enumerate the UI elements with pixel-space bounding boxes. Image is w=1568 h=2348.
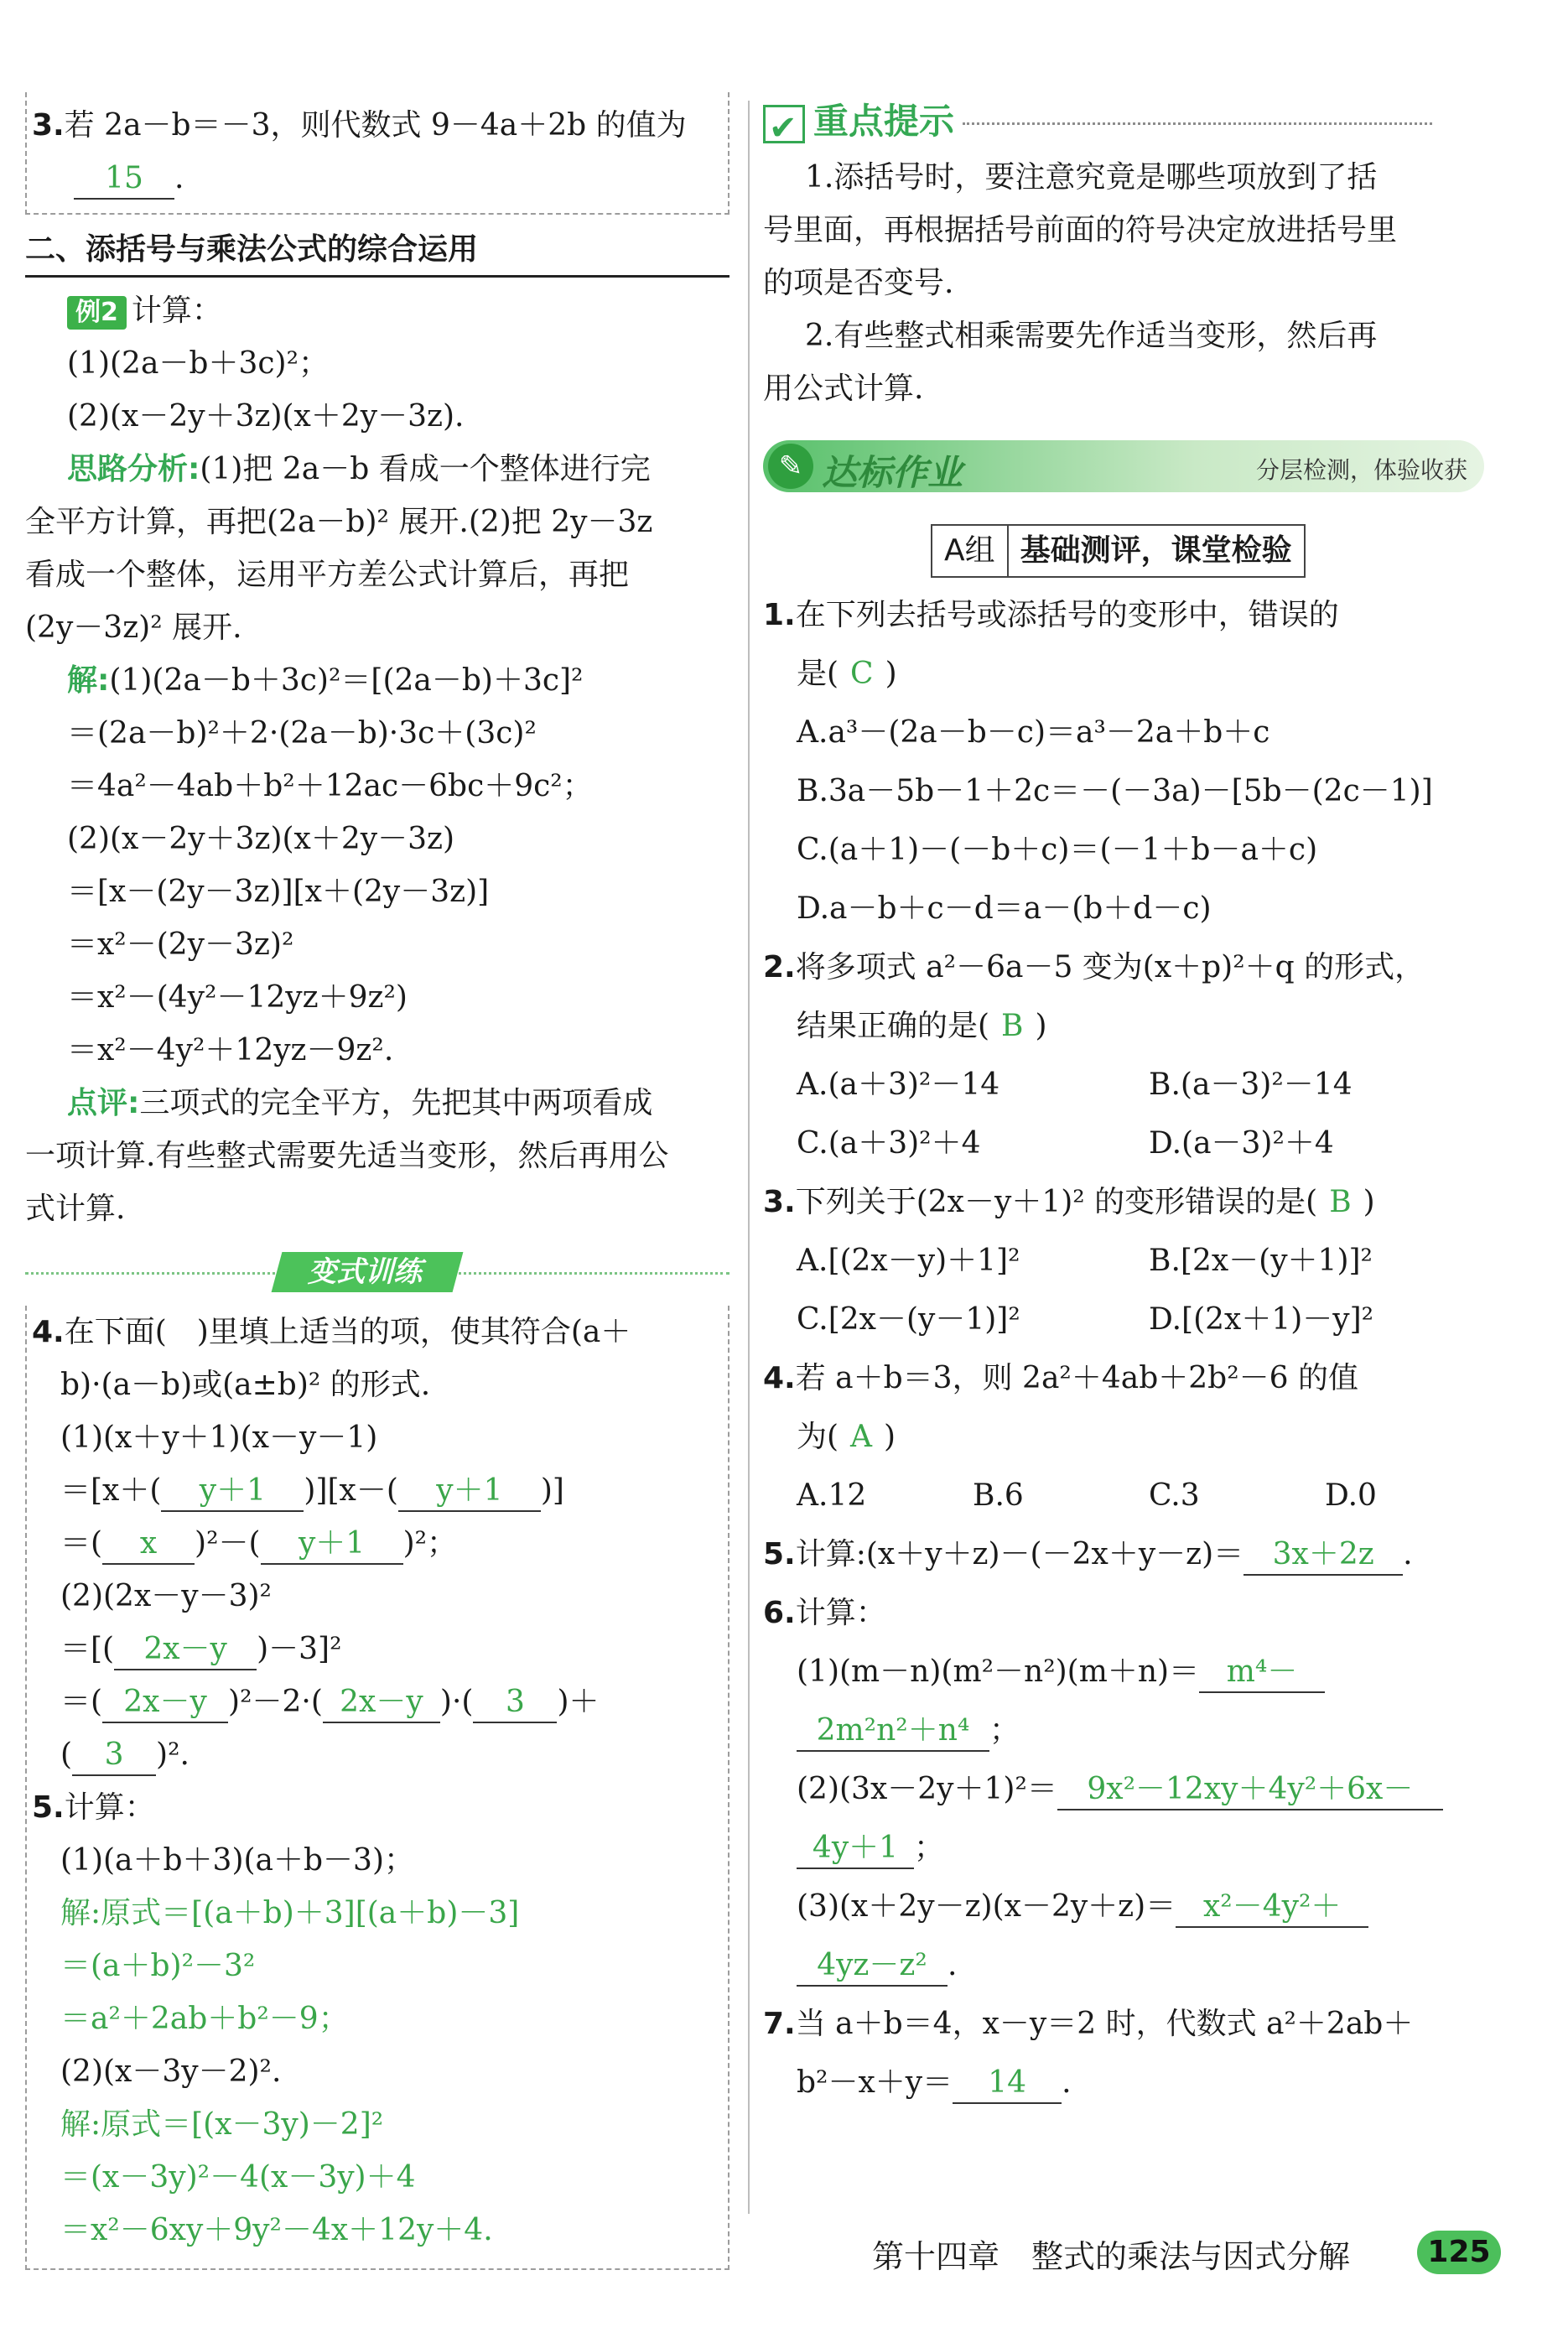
tip-line-1: 1.添括号时，要注意究竟是哪些项放到了括 — [805, 160, 1378, 195]
rq1-answer: C — [850, 657, 874, 691]
rq6-answer-3a: x²－4y²＋ — [1176, 1888, 1368, 1928]
q4-l1-c: )] — [540, 1473, 564, 1508]
solution-line-1 — [25, 654, 729, 707]
q5-s2-3: ＝x²－6xy＋9y²－4x＋12y＋4. — [60, 2213, 493, 2247]
variant-box — [25, 1306, 729, 2270]
rq2-line-1 — [763, 938, 1501, 997]
rq6-p1 — [763, 1643, 1501, 1701]
example-header — [25, 284, 729, 337]
rq7-text-1: 当 a＋b＝4，x－y＝2 时，代数式 a²＋2ab＋ — [795, 2007, 1414, 2041]
rq4-line-1 — [763, 1349, 1501, 1408]
group-label: A组 — [932, 526, 1009, 576]
rq6-answer-1b: 2m²n²＋n⁴ — [797, 1712, 989, 1752]
rq6-answer-3b: 4yz－z² — [797, 1946, 948, 1987]
rq5-text: 计算:(x＋y＋z)－(－2x＋y－z)＝ — [795, 1537, 1244, 1571]
tip-line-3: 的项是否变号. — [763, 266, 954, 300]
rq4-text-2a: 为( — [797, 1420, 839, 1454]
rq6-p3-text: (3)(x＋2y－z)(x－2y＋z)＝ — [797, 1889, 1176, 1924]
rq3-text-1a: 下列关于(2x－y＋1)² 的变形错误的是( — [795, 1185, 1318, 1219]
homework-subtitle: 分层检测，体验收获 — [1255, 456, 1467, 484]
rq2-opt-c: C.(a＋3)²＋4 — [797, 1126, 981, 1161]
rq5-number: 5. — [763, 1537, 796, 1571]
tip-line-2: 号里面，再根据括号前面的符号决定放进括号里 — [763, 213, 1398, 247]
rq6-number: 6. — [763, 1596, 796, 1630]
rq6-p2-text: (2)(3x－2y＋1)²＝ — [797, 1772, 1057, 1806]
q4-l5-b: )². — [156, 1738, 190, 1772]
q4-l1-a: ＝[x＋( — [60, 1473, 162, 1508]
rq6-p1-cont — [763, 1701, 1501, 1760]
q3-answer: 15 — [74, 159, 174, 200]
rq1-line-2 — [763, 645, 1501, 704]
rq6-p2 — [763, 1760, 1501, 1819]
rq7-text-2: b²－x＋y＝ — [797, 2065, 953, 2100]
tip-dotted-rule — [963, 122, 1432, 125]
comment-line-2: 一项计算.有些整式需要先适当变形，然后再用公 — [25, 1139, 669, 1173]
analysis-line-4: (2y－3z)² 展开. — [25, 610, 242, 645]
analysis-label: 思路分析: — [67, 452, 200, 486]
tip-header — [763, 92, 1501, 151]
rq3-answer: B — [1329, 1185, 1352, 1219]
rq2-text-2a: 结果正确的是( — [797, 1009, 990, 1043]
rq6-p3 — [763, 1878, 1501, 1936]
rq4-opt-b: B.6 — [973, 1478, 1024, 1513]
q4-l5 — [27, 1728, 728, 1781]
q4-l3-a: ＝[( — [60, 1632, 115, 1666]
q4-l2-b: )²－( — [195, 1526, 261, 1561]
example-tag: 例2 — [67, 296, 127, 330]
q4-l4 — [27, 1675, 728, 1728]
rq6-end-1: ； — [989, 1713, 1020, 1748]
rq3-number: 3. — [763, 1185, 796, 1219]
solution-line-6: ＝x²－(2y－3z)² — [67, 927, 294, 962]
q4-p1: (1)(x＋y＋1)(x－y－1) — [60, 1421, 378, 1455]
rq4-text-2b: ) — [884, 1420, 896, 1454]
page-number: 125 — [1417, 2231, 1501, 2274]
rq6-line — [763, 1584, 1501, 1643]
q5-p1: (1)(a＋b＋3)(a＋b－3)； — [60, 1843, 414, 1878]
analysis-line-3: 看成一个整体，运用平方差公式计算后，再把 — [25, 558, 630, 592]
q4-l5-a: ( — [60, 1738, 73, 1772]
group-text: 基础测评，课堂检验 — [1020, 533, 1292, 568]
rq2-opts-row-1 — [763, 1056, 1501, 1114]
analysis-line-2: 全平方计算，再把(2a－b)² 展开.(2)把 2y－3z — [25, 505, 653, 539]
q5-p2: (2)(x－3y－2)². — [60, 2054, 282, 2089]
comment-line-3: 式计算. — [25, 1192, 126, 1226]
rq1-opt-d: D.a－b＋c－d＝a－(b＋d－c) — [797, 891, 1212, 926]
rq4-line-2 — [763, 1408, 1501, 1467]
right-column — [763, 92, 1501, 2112]
rq4-number: 4. — [763, 1361, 796, 1395]
rq1-opt-b: B.3a－5b－1＋2c＝－(－3a)－[5b－(2c－1)] — [797, 774, 1433, 808]
q3-answer-line — [32, 152, 728, 205]
rq7-line-1 — [763, 1995, 1501, 2054]
q5-s2-1: 解:原式＝[(x－3y)－2]² — [60, 2107, 384, 2142]
solution-label: 解: — [67, 663, 110, 698]
q3-text: 若 2a－b＝－3，则代数式 9－4a＋2b 的值为 — [64, 108, 687, 143]
rq6-p1-text: (1)(m－n)(m²－n²)(m＋n)＝ — [797, 1655, 1200, 1689]
example-lead: 计算： — [131, 294, 222, 328]
q4-answer-3: x — [102, 1525, 195, 1565]
column-divider — [748, 101, 750, 2214]
q5-number: 5. — [32, 1790, 65, 1825]
q4-p2: (2)(2x－y－3)² — [60, 1579, 272, 1613]
q4-l2 — [27, 1517, 728, 1570]
q4-l4-c: )·( — [439, 1685, 474, 1719]
rq5-line — [763, 1525, 1501, 1584]
solution-line-4: (2)(x－2y＋3z)(x＋2y－3z) — [67, 822, 455, 856]
rq2-line-2 — [763, 997, 1501, 1056]
rq7-end: . — [1062, 2065, 1072, 2100]
rq5-end: . — [1403, 1537, 1413, 1571]
q4-l3 — [27, 1623, 728, 1675]
tip-line-4: 2.有些整式相乘需要先作适当变形，然后再 — [805, 319, 1378, 353]
solution-text-1: (1)(2a－b＋3c)²＝[(2a－b)＋3c]² — [109, 663, 584, 698]
rq6-answer-2a: 9x²－12xy＋4y²＋6x－ — [1057, 1770, 1443, 1810]
tip-title: 重点提示 — [813, 101, 955, 142]
q5-s1-2: ＝(a＋b)²－3² — [60, 1949, 256, 1983]
rq3-line-1 — [763, 1173, 1501, 1232]
q4-answer-6: 2x－y — [102, 1683, 228, 1723]
q4-answer-1: y＋1 — [161, 1472, 304, 1512]
rq3-opts-row-1 — [763, 1232, 1501, 1291]
rq4-opt-d: D.0 — [1325, 1478, 1377, 1513]
rq2-text-1: 将多项式 a²－6a－5 变为(x＋p)²＋q 的形式， — [795, 950, 1425, 984]
q4-l3-b: )－3]² — [257, 1632, 342, 1666]
tip-line-5: 用公式计算. — [763, 371, 924, 406]
section-title: 二、添括号与乘法公式的综合运用 — [25, 225, 729, 278]
rq6-lead: 计算： — [795, 1596, 886, 1630]
homework-banner — [763, 440, 1501, 499]
rq3-opts-row-2 — [763, 1291, 1501, 1349]
rq1-number: 1. — [763, 598, 796, 632]
q5-s1-3: ＝a²＋2ab＋b²－9； — [60, 2002, 349, 2036]
comment-text-1: 三项式的完全平方，先把其中两项看成 — [139, 1086, 653, 1120]
analysis-text-1: (1)把 2a－b 看成一个整体进行完 — [200, 452, 651, 486]
rq5-answer: 3x＋2z — [1243, 1535, 1403, 1576]
rq1-opt-a: A.a³－(2a－b－c)＝a³－2a＋b＋c — [797, 715, 1270, 750]
q3-line — [32, 99, 728, 152]
rq4-opt-a: A.12 — [797, 1478, 867, 1513]
rq2-opt-b: B.(a－3)²－14 — [1149, 1068, 1353, 1102]
chapter-footer: 第十四章 整式的乘法与因式分解 — [872, 2238, 1351, 2275]
rq3-opt-d: D.[(2x＋1)－y]² — [1149, 1302, 1374, 1337]
rq3-opt-a: A.[(2x－y)＋1]² — [797, 1244, 1020, 1278]
rq2-answer: B — [1001, 1009, 1024, 1043]
comment-label: 点评: — [67, 1086, 140, 1120]
q4-l1-b: )][x－( — [304, 1473, 398, 1508]
group-label-box — [931, 524, 1306, 578]
solution-line-7: ＝x²－(4y²－12yz＋9z²) — [67, 980, 408, 1015]
rq1-text-2a: 是( — [797, 657, 839, 691]
analysis-line-1 — [25, 443, 729, 496]
rq4-opts — [763, 1467, 1501, 1525]
q3-number: 3. — [32, 108, 65, 143]
q4-text-1: 在下面( )里填上适当的项，使其符合(a＋ — [64, 1315, 631, 1349]
q4-answer-9: 3 — [72, 1736, 156, 1776]
q4-answer-5: 2x－y — [114, 1630, 257, 1670]
pencil-icon: ✎ — [768, 444, 813, 489]
left-column — [25, 92, 729, 2270]
variant-banner — [25, 1247, 729, 1297]
q4-answer-2: y＋1 — [398, 1472, 541, 1512]
rq6-answer-1a: m⁴－ — [1199, 1653, 1325, 1693]
q4-l1 — [27, 1464, 728, 1517]
homework-title: 达标作业 — [822, 452, 963, 493]
q5-s2-2: ＝(x－3y)²－4(x－3y)＋4 — [60, 2160, 416, 2195]
rq3-opt-c: C.[2x－(y－1)]² — [797, 1302, 1020, 1337]
rq2-text-2b: ) — [1035, 1009, 1047, 1043]
checkmark-icon — [763, 105, 805, 143]
q4-line-1 — [27, 1306, 728, 1358]
rq2-number: 2. — [763, 950, 796, 984]
rq3-text-1b: ) — [1363, 1185, 1375, 1219]
example-part1: (1)(2a－b＋3c)²； — [67, 346, 329, 381]
rq1-text-2b: ) — [885, 657, 897, 691]
q5-lead: 计算： — [64, 1790, 155, 1825]
rq2-opts-row-2 — [763, 1114, 1501, 1173]
rq1-opt-c: C.(a＋1)－(－b＋c)＝(－1＋b－a＋c) — [797, 833, 1318, 867]
q5-line — [27, 1781, 728, 1834]
q4-number: 4. — [32, 1315, 65, 1349]
rq1-line-1 — [763, 586, 1501, 645]
rq7-answer: 14 — [953, 2064, 1062, 2104]
rq6-end-2: ； — [914, 1831, 945, 1865]
rq4-text-1: 若 a＋b＝3，则 2a²＋4ab＋2b²－6 的值 — [795, 1361, 1358, 1395]
rq2-opt-d: D.(a－3)²＋4 — [1149, 1126, 1334, 1161]
q5-s1-1: 解:原式＝[(a＋b)＋3][(a＋b)－3] — [60, 1896, 520, 1930]
rq2-opt-a: A.(a＋3)²－14 — [797, 1068, 1000, 1102]
example-part2: (2)(x－2y＋3z)(x＋2y－3z). — [67, 399, 465, 434]
rq7-number: 7. — [763, 2007, 796, 2041]
q3-end: . — [174, 161, 184, 195]
rq4-answer: A — [850, 1420, 873, 1454]
q4-answer-7: 2x－y — [323, 1683, 440, 1723]
solution-line-8: ＝x²－4y²＋12yz－9z². — [67, 1033, 394, 1068]
q4-line-2: b)·(a－b)或(a±b)² 的形式. — [60, 1368, 431, 1402]
rq6-end-3: . — [948, 1948, 958, 1982]
rq1-text-1: 在下列去括号或添括号的变形中，错误的 — [795, 598, 1339, 632]
q4-l4-d: )＋ — [557, 1685, 600, 1719]
q4-l2-a: ＝( — [60, 1526, 103, 1561]
q4-l2-c: )²； — [402, 1526, 458, 1561]
rq3-opt-b: B.[2x－(y＋1)]² — [1149, 1244, 1373, 1278]
variant-banner-label: 变式训练 — [272, 1252, 464, 1292]
q4-l4-a: ＝( — [60, 1685, 103, 1719]
q3-box — [25, 92, 729, 215]
comment-line-1 — [25, 1077, 729, 1130]
rq6-p3-cont — [763, 1936, 1501, 1995]
solution-line-5: ＝[x－(2y－3z)][x＋(2y－3z)] — [67, 875, 490, 909]
rq4-opt-c: C.3 — [1149, 1478, 1200, 1513]
q4-answer-8: 3 — [473, 1683, 557, 1723]
solution-line-2: ＝(2a－b)²＋2·(2a－b)·3c＋(3c)² — [67, 716, 537, 751]
solution-line-3: ＝4a²－4ab＋b²＋12ac－6bc＋9c²； — [67, 769, 593, 803]
rq7-line-2 — [763, 2054, 1501, 2112]
q4-answer-4: y＋1 — [261, 1525, 403, 1565]
q4-l4-b: )²－2·( — [228, 1685, 323, 1719]
rq6-p2-cont — [763, 1819, 1501, 1878]
rq6-answer-2b: 4y＋1 — [797, 1829, 914, 1869]
